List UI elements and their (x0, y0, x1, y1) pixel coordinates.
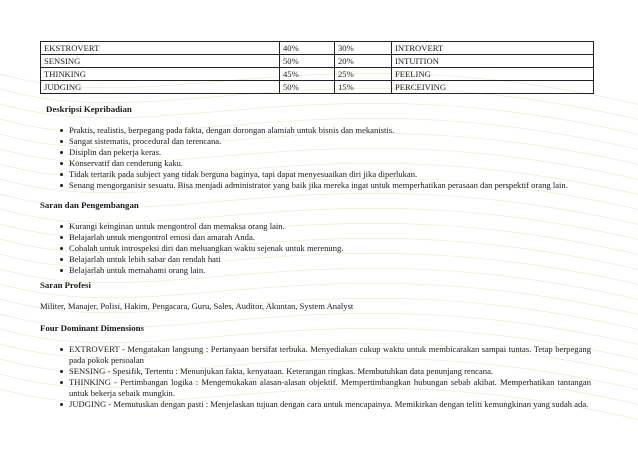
list-item: Tidak tertarik pada subject yang tidak berguna baginya, tapi dapat menyesuaikan diri jika diperlukan. (57, 169, 617, 180)
dimension-left-pct: 50% (280, 55, 335, 68)
list-item: Konservatif dan cenderung kaku. (57, 158, 617, 169)
dimension-right-pct: 15% (335, 81, 392, 94)
development-list (57, 221, 597, 276)
dimension-right: PERCEIVING (392, 81, 594, 94)
dimension-left: SENSING (41, 55, 280, 68)
dominant-heading: Four Dominant Dimensions (40, 323, 144, 333)
list-item: Praktis, realistis, berpegang pada fakta, dengan dorongan alamiah untuk bisnis dan mekanistis. (57, 125, 617, 136)
dimension-right-pct: 25% (335, 68, 392, 81)
dominant-list (57, 344, 591, 409)
development-heading: Saran dan Pengembangan (40, 200, 139, 210)
list-item: THINKING - Pertimbangan logika : Mengemukakan alasan-alasan objektif. Mempertimbangkan hubungan sebab akibat. Memperhatikan tantangan untuk bekerja sebaik mungkin. (57, 377, 591, 399)
dimension-left-pct: 50% (280, 81, 335, 94)
profession-heading: Saran Profesi (40, 280, 91, 290)
table-row (41, 68, 594, 81)
list-item: EXTROVERT - Mengatakan langsung : Pertanyaan bersifat terbuka. Menyediakan cukup waktu untuk membicarakan sampai tuntas. Tetap berpegang pada pokok persoalan (57, 344, 591, 366)
profession-text: Militer, Manajer, Polisi, Hakim, Pengacara, Guru, Sales, Auditor, Akuntan, System Analyst (40, 301, 354, 311)
list-item: JUDGING - Memutuskan dengan pasti : Menjelaskan tujuan dengan cara untuk mencapainya. Memikirkan dengan teliti kemungkinan yang sudah ada. (57, 399, 591, 410)
list-item: Sangat sistematis, procedural dan terencana. (57, 136, 617, 147)
dimension-left-pct: 45% (280, 68, 335, 81)
personality-list (57, 125, 617, 190)
list-item: Belajarlah untuk lebih sabar dan rendah hati (57, 254, 597, 265)
dimension-left-pct: 40% (280, 42, 335, 55)
personality-heading: Deskripsi Kepribadian (46, 104, 132, 114)
dimension-right: INTUITION (392, 55, 594, 68)
dimension-right-pct: 30% (335, 42, 392, 55)
list-item: SENSING - Spesifik, Tertentu : Menunjukan fakta, kenyataan. Keterangan ringkas. Membutuhkan data penunjang rencana. (57, 366, 591, 377)
list-item: Senang mengorganisir sesuatu. Bisa menjadi administrator yang baik jika mereka ingat untuk memperhatikan perasaan dan perspektif orang lain. (57, 180, 617, 191)
list-item: Cobalah untuk introspeksi diri dan meluangkan waktu sejenak untuk merenung. (57, 243, 597, 254)
table-row (41, 55, 594, 68)
list-item: Kurangi keinginan untuk mengontrol dan memaksa orang lain. (57, 221, 597, 232)
dimension-left: THINKING (41, 68, 280, 81)
dimension-right: INTROVERT (392, 42, 594, 55)
table-row (41, 81, 594, 94)
list-item: Disiplin dan pekerja keras. (57, 147, 617, 158)
dimension-right-pct: 20% (335, 55, 392, 68)
list-item: Belajarlah untuk memahami orang lain. (57, 265, 597, 276)
dimension-left: JUDGING (41, 81, 280, 94)
list-item: Belajarlah untuk mengontrol emosi dan amarah Anda. (57, 232, 597, 243)
dimension-right: FEELING (392, 68, 594, 81)
dimensions-table (40, 41, 594, 94)
table-row (41, 42, 594, 55)
dimension-left: EKSTROVERT (41, 42, 280, 55)
